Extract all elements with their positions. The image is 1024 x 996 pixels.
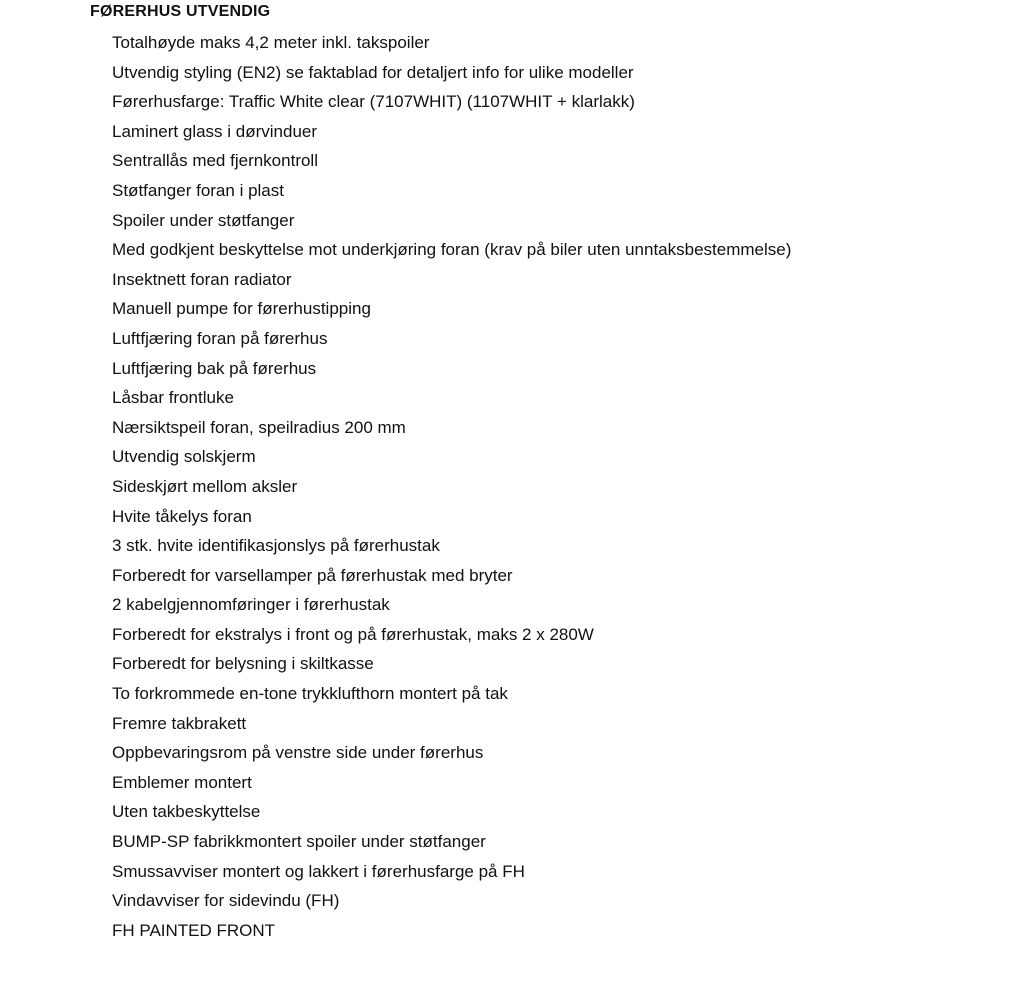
list-item: Låsbar frontluke xyxy=(112,388,234,408)
list-item: Fremre takbrakett xyxy=(112,713,247,733)
list-item: Oppbevaringsrom på venstre side under førerhus xyxy=(112,743,484,763)
list-item: 2 kabelgjennomføringer i førerhustak xyxy=(112,595,390,615)
list-item: Spoiler under støtfanger xyxy=(112,210,295,230)
list-item: FH PAINTED FRONT xyxy=(112,920,276,940)
list-item: Med godkjent beskyttelse mot underkjøring foran (krav på biler uten unntaksbestemmelse) xyxy=(112,240,792,260)
list-item: Luftfjæring bak på førerhus xyxy=(112,358,317,378)
list-item: Støtfanger foran i plast xyxy=(112,180,284,200)
list-item: Forberedt for ekstralys i front og på førerhustak, maks 2 x 280W xyxy=(112,624,594,644)
list-item: Uten takbeskyttelse xyxy=(112,802,261,822)
list-item: 3 stk. hvite identifikasjonslys på førerhustak xyxy=(112,536,440,556)
list-item: Hvite tåkelys foran xyxy=(112,506,252,526)
list-item: Laminert glass i dørvinduer xyxy=(112,121,318,141)
section-heading: FØRERHUS UTVENDIG xyxy=(90,3,271,20)
list-item: Totalhøyde maks 4,2 meter inkl. takspoiler xyxy=(112,33,430,52)
list-item: Forberedt for belysning i skiltkasse xyxy=(112,654,374,674)
list-item: Manuell pumpe for førerhustipping xyxy=(112,299,371,319)
list-item: BUMP-SP fabrikkmontert spoiler under støtfanger xyxy=(112,832,486,852)
list-item: Utvendig solskjerm xyxy=(112,447,256,467)
list-item: Forberedt for varsellamper på førerhustak med bryter xyxy=(112,565,513,585)
list-item: Nærsiktspeil foran, speilradius 200 mm xyxy=(112,417,406,437)
list-item: Insektnett foran radiator xyxy=(112,269,292,289)
spec-list xyxy=(112,33,791,950)
list-item: To forkrommede en-tone trykklufthorn montert på tak xyxy=(112,684,508,704)
list-item: Sentrallås med fjernkontroll xyxy=(112,151,318,171)
list-item: Sideskjørt mellom aksler xyxy=(112,476,298,496)
list-item: Luftfjæring foran på førerhus xyxy=(112,328,328,348)
list-item: Vindavviser for sidevindu (FH) xyxy=(112,891,340,911)
list-item: Smussavviser montert og lakkert i førerhusfarge på FH xyxy=(112,861,525,881)
list-item: Førerhusfarge: Traffic White clear (7107WHIT) (1107WHIT + klarlakk) xyxy=(112,92,635,112)
list-item: Utvendig styling (EN2) se faktablad for detaljert info for ulike modeller xyxy=(112,62,634,82)
list-item: Emblemer montert xyxy=(112,772,252,792)
